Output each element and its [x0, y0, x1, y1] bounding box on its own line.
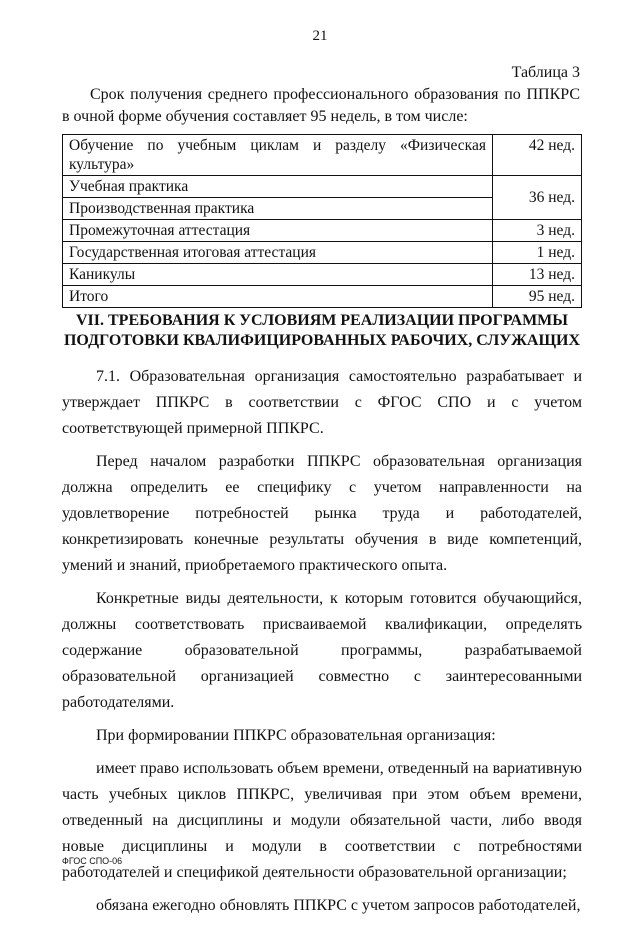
table-row	[63, 135, 582, 176]
paragraph: имеет право использовать объем времени, отведенный на вариативную часть учебных циклов ППКРС, увеличивая при этом объем времени, отведенный на дисциплины и модули обязательной части, либо вводя новые дисциплины и модули в соответствии с потребностями работодателей и спецификой деятельности образовательной организации;	[62, 760, 582, 881]
paragraph: Конкретные виды деятельности, к которым готовится обучающийся, должны соответствовать присваиваемой квалификации, определять содержание образовательной программы, разрабатываемой образовательной организацией совместно с заинтересованными работодателями.	[62, 590, 582, 711]
table-row	[63, 264, 582, 286]
intro-paragraph: Срок получения среднего профессионального образования по ППКРС в очной форме обучения составляет 95 недель, в том числе:	[62, 86, 580, 125]
table-cell-value: 42 нед.	[493, 135, 582, 176]
study-duration-table	[62, 134, 582, 308]
section-heading-line-2: ПОДГОТОВКИ КВАЛИФИЦИРОВАННЫХ РАБОЧИХ, СЛУЖАЩИХ	[63, 332, 581, 349]
paragraph: Перед началом разработки ППКРС образовательная организация должна определить ее специфику с учетом направленности на удовлетворение потребностей рынка труда и работодателей, конкретизировать конечные результаты обучения в виде компетенций, умений и знаний, приобретаемого практического опыта.	[62, 453, 582, 574]
table-row	[63, 286, 582, 308]
table-cell-value: 95 нед.	[493, 286, 582, 308]
page-number: 21	[312, 28, 328, 44]
footer-code: ФГОС СПО-06	[62, 856, 123, 866]
paragraph: обязана ежегодно обновлять ППКРС с учетом запросов работодателей,	[96, 897, 581, 914]
table-cell-label: Производственная практика	[63, 198, 493, 220]
table-cell-label: Итого	[63, 286, 493, 308]
table-cell-label: Государственная итоговая аттестация	[63, 242, 493, 264]
table-row	[63, 242, 582, 264]
table-row	[63, 220, 582, 242]
paragraph: 7.1. Образовательная организация самостоятельно разрабатывает и утверждает ППКРС в соответствии с ФГОС СПО и с учетом соответствующей примерной ППКРС.	[62, 368, 582, 437]
table-cell-label: Промежуточная аттестация	[63, 220, 493, 242]
table-cell-label: Каникулы	[63, 264, 493, 286]
table-cell-label: Учебная практика	[63, 176, 493, 198]
table-cell-value: 1 нед.	[493, 242, 582, 264]
table-cell-value: 3 нед.	[493, 220, 582, 242]
table-cell-value: 36 нед.	[493, 176, 582, 220]
table-cell-label: Обучение по учебным циклам и разделу «Физическая культура»	[63, 135, 493, 176]
section-heading-line-1: VII. ТРЕБОВАНИЯ К УСЛОВИЯМ РЕАЛИЗАЦИИ ПРОГРАММЫ	[76, 312, 568, 329]
table-cell-value: 13 нед.	[493, 264, 582, 286]
table-row	[63, 176, 582, 198]
table-caption: Таблица 3	[511, 64, 580, 81]
section-heading	[62, 311, 582, 351]
paragraph: При формировании ППКРС образовательная организация:	[96, 727, 496, 744]
body-text	[62, 364, 582, 926]
